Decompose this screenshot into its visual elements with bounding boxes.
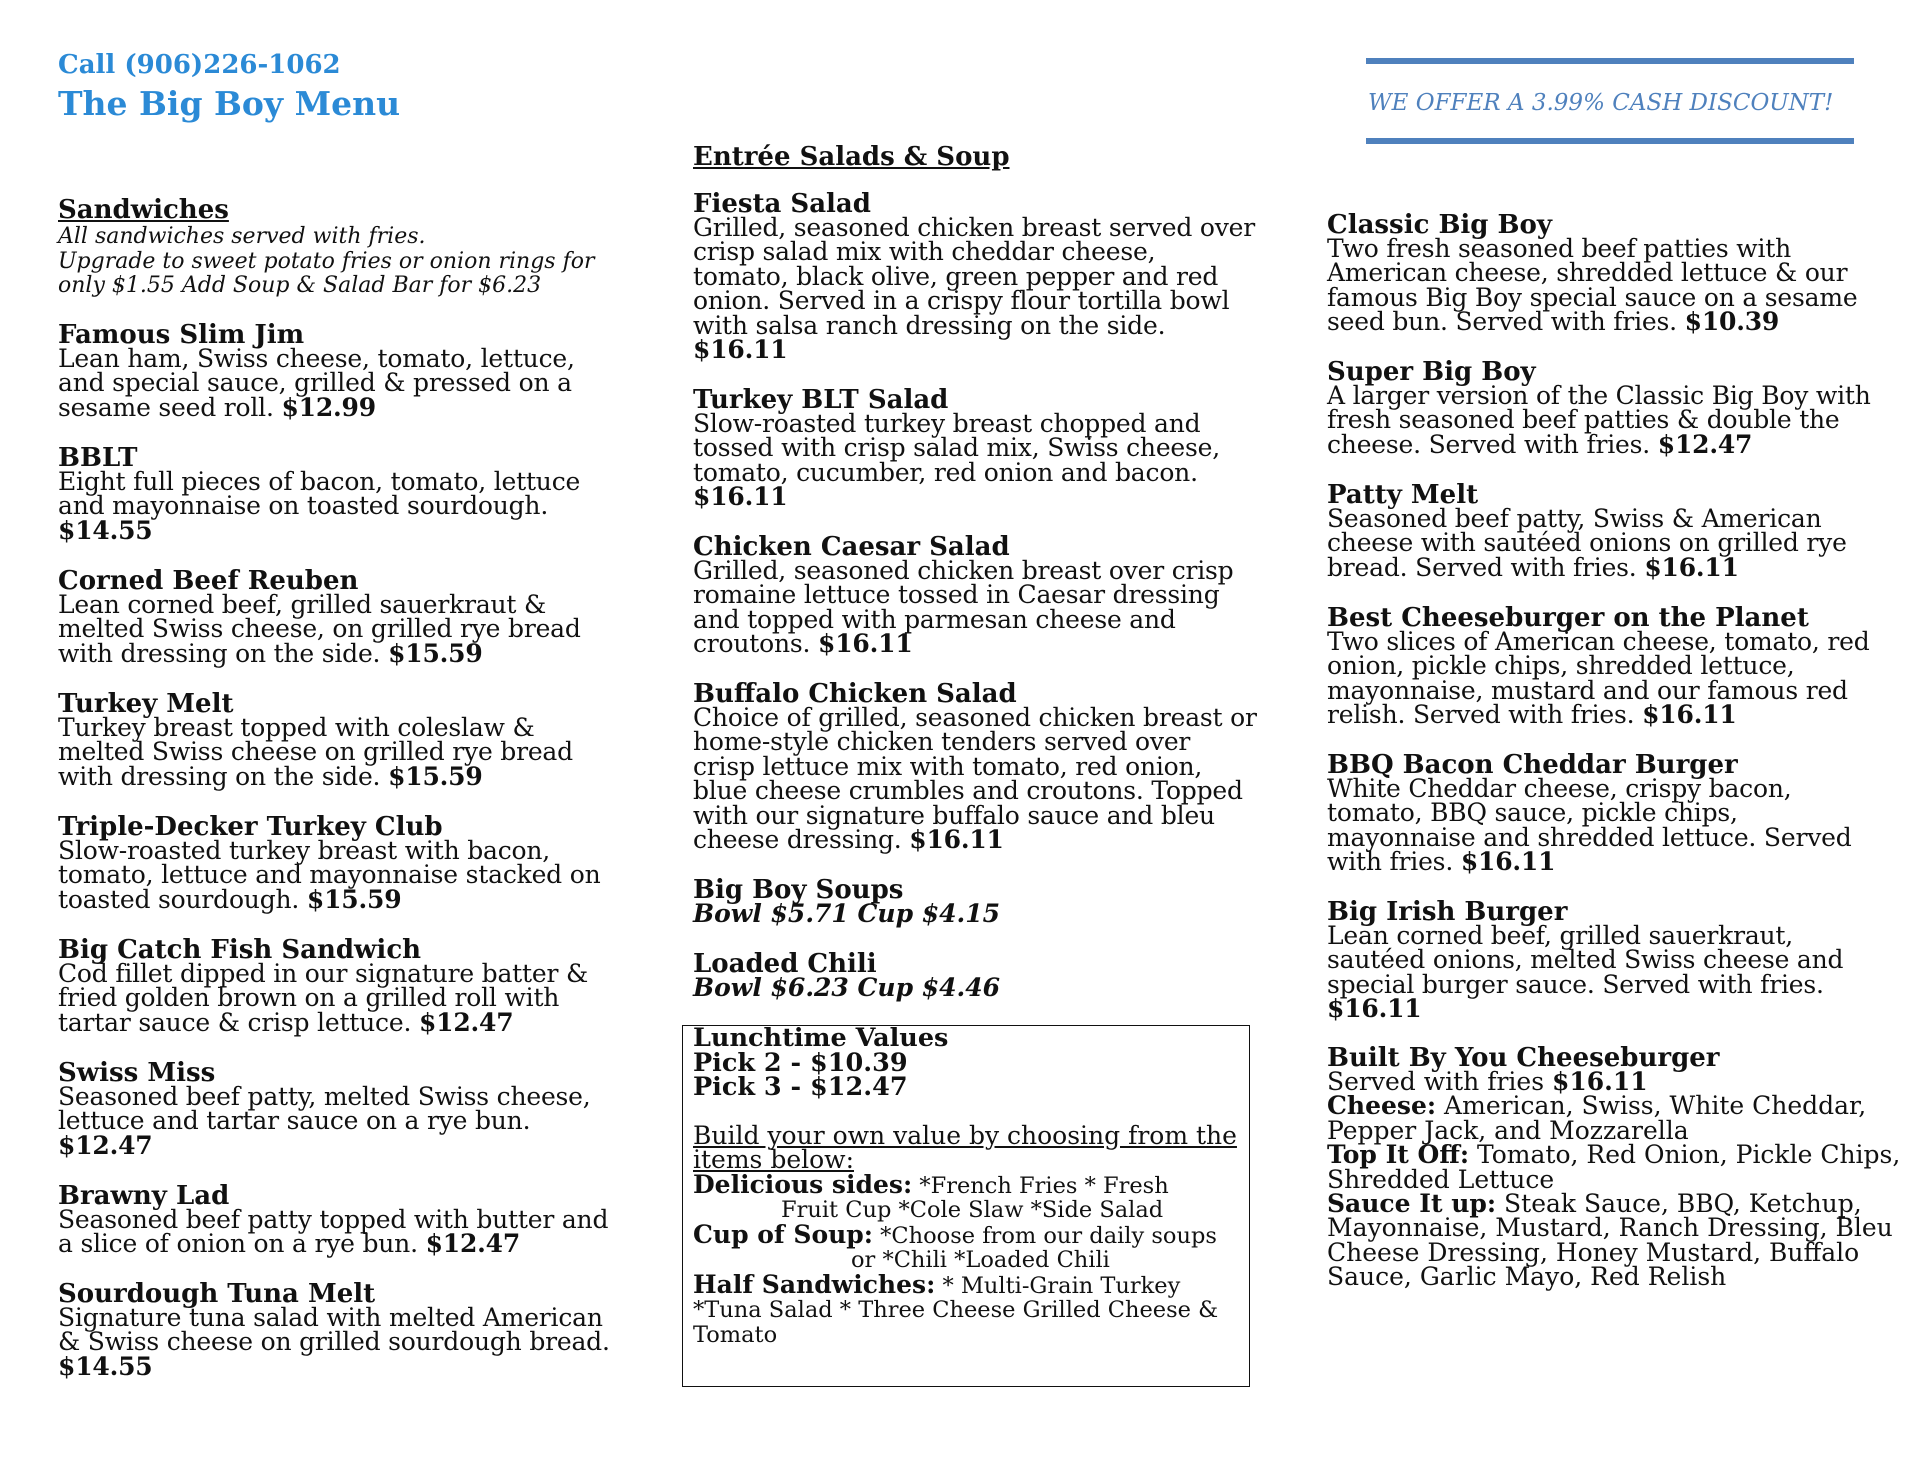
lunch-pick3: Pick 3 - $12.47 [693,1072,908,1102]
menu-item-super-big-boy [1327,357,1887,459]
menu-item-classic-big-boy [1327,210,1887,337]
menu-item-buffalo-chicken-salad [693,679,1258,855]
menu-item-sourdough-tuna-melt [58,1279,618,1381]
lunch-soup-row [693,1219,1249,1249]
lunch-build-text: Build your own value by choosing from the items below: [693,1120,1237,1174]
item-name: BBQ Bacon Cheddar Burger [1327,750,1738,780]
item-price: $15.59 [388,761,483,791]
item-desc: Turkey breast topped with coleslaw & melted Swiss cheese on grilled rye bread with dressing on the side. [58,713,573,791]
item-price: $16.11 [1552,1067,1648,1096]
item-desc: Choice of grilled, seasoned chicken breast or home-style chicken tenders served over crisp lettuce mix with tomato, red onion, blue cheese crumbles and croutons. Topped with our signature buffalo sauce and bleu cheese dressing. [693,703,1257,855]
lunch-sides-text: *French Fries * Fresh [912,1172,1169,1199]
cash-discount-banner [1366,58,1854,144]
menu-item-built-by-you-cheeseburger [1327,1043,1902,1292]
item-name: Built By You Cheeseburger [1327,1043,1720,1073]
sandwiches-note-line: Upgrade to sweet potato fries or onion rings for [58,248,595,274]
lunch-title: Lunchtime Values [693,1023,949,1053]
lunch-pick2: Pick 2 - $10.39 [693,1047,908,1078]
lunch-soup-text-cont: or *Chili *Loaded Chili [851,1247,1110,1273]
lunch-half-row [693,1269,1249,1299]
menu-item-corned-beef-reuben [58,566,618,668]
item-desc: Slow-roasted turkey breast with bacon, tomato, lettuce and mayonnaise stacked on toasted sourdough. [58,836,601,914]
item-desc: Seasoned beef patty topped with butter and a slice of onion on a rye bun. [58,1205,609,1259]
built-top-label: Top It Off: [1327,1140,1470,1170]
menu-item-big-catch-fish-sandwich [58,935,618,1037]
built-sauce-options: Steak Sauce, BBQ, Ketchup, Mayonnaise, Mustard, Ranch Dressing, Bleu Cheese Dressing, Honey Mustard, Buffalo Sauce, Garlic Mayo, Red Relish [1327,1189,1893,1292]
menu-item-turkey-melt [58,689,618,791]
item-desc: Lean corned beef, grilled sauerkraut, sautéed onions, melted Swiss cheese and special burger sauce. Served with fries. [1327,921,1844,999]
lunch-soup-text: *Choose from our daily soups [873,1222,1217,1249]
item-price: $15.59 [388,638,483,668]
lunch-half-text: * Multi-Grain Turkey [935,1272,1181,1299]
item-desc: Seasoned beef patty, melted Swiss cheese, lettuce and tartar sauce on a rye bun. [58,1082,591,1136]
item-desc: Grilled, seasoned chicken breast served over crisp salad mix with cheddar cheese, tomato, black olive, green pepper and red onion. Served in a crispy flour tortilla bowl with salsa ranch dressing on the side. [693,213,1255,340]
item-name: Patty Melt [1327,480,1479,510]
cash-discount-text: WE OFFER A 3.99% CASH DISCOUNT! [1368,90,1834,116]
menu-item-bbq-bacon-cheddar-burger [1327,750,1887,877]
item-price: $16.11 [818,629,913,659]
salads-heading: Entrée Salads & Soup [693,142,1010,172]
lunch-soup-label: Cup of Soup: [693,1219,874,1249]
item-name: Classic Big Boy [1327,210,1552,240]
menu-title: The Big Boy Menu [58,84,401,123]
item-name: Famous Slim Jim [58,320,305,350]
item-price: $12.47 [425,1229,521,1259]
menu-item-fiesta-salad [693,189,1258,365]
lunch-half-text-cont: *Tuna Salad * Three Cheese Grilled Cheese & [693,1297,1219,1323]
item-desc: A larger version of the Classic Big Boy with fresh seasoned beef patties & double the cheese. Served with fries. [1327,381,1871,459]
menu-item-famous-slim-jim [58,320,618,422]
item-name: Chicken Caesar Salad [693,532,1010,562]
item-name: Brawny Lad [58,1181,230,1211]
item-desc: Eight full pieces of bacon, tomato, lettuce and mayonnaise on toasted sourdough. [58,467,581,521]
item-name: Big Irish Burger [1327,897,1568,927]
item-price: $15.59 [306,884,402,914]
item-price: $12.47 [1657,429,1753,459]
item-name: Turkey BLT Salad [693,385,949,415]
menu-item-chicken-caesar-salad [693,532,1258,659]
sandwiches-note-line: All sandwiches served with fries. [58,224,426,249]
lunchtime-values-box [682,1025,1250,1387]
item-name: Swiss Miss [58,1058,216,1088]
item-price: $14.55 [58,1351,153,1381]
item-name: Fiesta Salad [693,189,871,219]
item-price: $16.11 [1327,994,1422,1024]
lunch-half-text-end: Tomato [693,1321,778,1348]
menu-item-triple-decker-turkey-club [58,812,618,914]
item-price: $16.11 [909,825,1004,855]
menu-item-turkey-blt-salad [693,385,1258,512]
menu-item-big-boy-soups [693,875,1258,928]
lunch-sides-label: Delicious sides: [693,1169,913,1199]
menu-item-best-cheeseburger [1327,603,1887,730]
item-name: Buffalo Chicken Salad [693,679,1017,709]
item-price: $16.11 [1642,700,1737,730]
lunch-sides-text-cont: Fruit Cup *Cole Slaw *Side Salad [781,1197,1164,1223]
item-price: $12.47 [418,1007,514,1037]
item-price: $12.99 [281,392,376,422]
item-name: Loaded Chili [693,949,877,979]
sandwiches-note-line: only $1.55 Add Soup & Salad Bar for $6.23 [58,273,542,298]
built-sauce-label: Sauce It up: [1327,1189,1497,1219]
item-price: $16.11 [1460,847,1556,877]
menu-item-loaded-chili [693,949,1258,1002]
item-name: Big Catch Fish Sandwich [58,935,422,965]
item-desc: Seasoned beef patty, Swiss & American cheese with sautéed onions on grilled rye bread. Served with fries. [1327,504,1847,582]
menu-item-bblt [58,443,618,545]
item-price: $10.39 [1684,307,1780,337]
menu-item-brawny-lad [58,1181,618,1259]
built-cheese-options: American, Swiss, White Cheddar, Pepper Jack, and Mozzarella [1327,1091,1867,1145]
item-desc: Lean corned beef, grilled sauerkraut & melted Swiss cheese, on grilled rye bread with dressing on the side. [58,590,581,668]
item-price-line: Bowl $5.71 Cup $4.15 [693,899,1001,928]
item-name: Big Boy Soups [693,875,904,905]
built-top-options: Tomato, Red Onion, Pickle Chips, Shredded Lettuce [1327,1140,1901,1194]
item-name: Corned Beef Reuben [58,566,359,596]
item-price-line: Bowl $6.23 Cup $4.46 [693,973,1001,1002]
item-price: $16.11 [693,482,788,512]
item-name: Turkey Melt [58,689,234,719]
item-desc: White Cheddar cheese, crispy bacon, tomato, BBQ sauce, pickle chips, mayonnaise and shredded lettuce. Served with fries. [1327,774,1852,877]
lunch-sides-row [693,1169,1249,1199]
item-price: $12.47 [58,1130,153,1160]
built-served: Served with fries [1327,1067,1552,1096]
item-desc: Two slices of American cheese, tomato, red onion, pickle chips, shredded lettuce, mayonnaise, mustard and our famous red relish. Served with fries. [1327,627,1870,730]
item-price: $16.11 [1644,552,1739,582]
item-name: Triple-Decker Turkey Club [58,812,443,842]
sandwiches-note [58,225,618,299]
built-cheese-label: Cheese: [1327,1091,1437,1121]
menu-item-swiss-miss [58,1058,618,1160]
item-name: Super Big Boy [1327,357,1536,387]
item-price: $14.55 [58,515,153,545]
menu-item-patty-melt [1327,480,1887,582]
item-desc: Lean ham, Swiss cheese, tomato, lettuce, and special sauce, grilled & pressed on a sesame seed roll. [58,344,575,422]
item-desc: Cod fillet dipped in our signature batter & fried golden brown on a grilled roll with tartar sauce & crisp lettuce. [58,959,589,1037]
item-name: Sourdough Tuna Melt [58,1279,376,1309]
item-price: $16.11 [693,335,788,365]
item-name: BBLT [58,443,138,473]
item-desc: Signature tuna salad with melted American & Swiss cheese on grilled sourdough bread. [58,1303,610,1357]
item-desc: Two fresh seasoned beef patties with American cheese, shredded lettuce & our famous Big Boy special sauce on a sesame seed bun. Served with fries. [1327,234,1858,337]
sandwiches-heading: Sandwiches [58,195,229,225]
lunch-half-label: Half Sandwiches: [693,1269,936,1299]
item-desc: Slow-roasted turkey breast chopped and tossed with crisp salad mix, Swiss cheese, tomato, cucumber, red onion and bacon. [693,409,1220,487]
item-desc: Grilled, seasoned chicken breast over crisp romaine lettuce tossed in Caesar dressing and topped with parmesan cheese and croutons. [693,556,1234,659]
menu-item-big-irish-burger [1327,897,1887,1024]
item-name: Best Cheeseburger on the Planet [1327,603,1809,633]
phone-number: Call (906)226-1062 [58,50,341,80]
